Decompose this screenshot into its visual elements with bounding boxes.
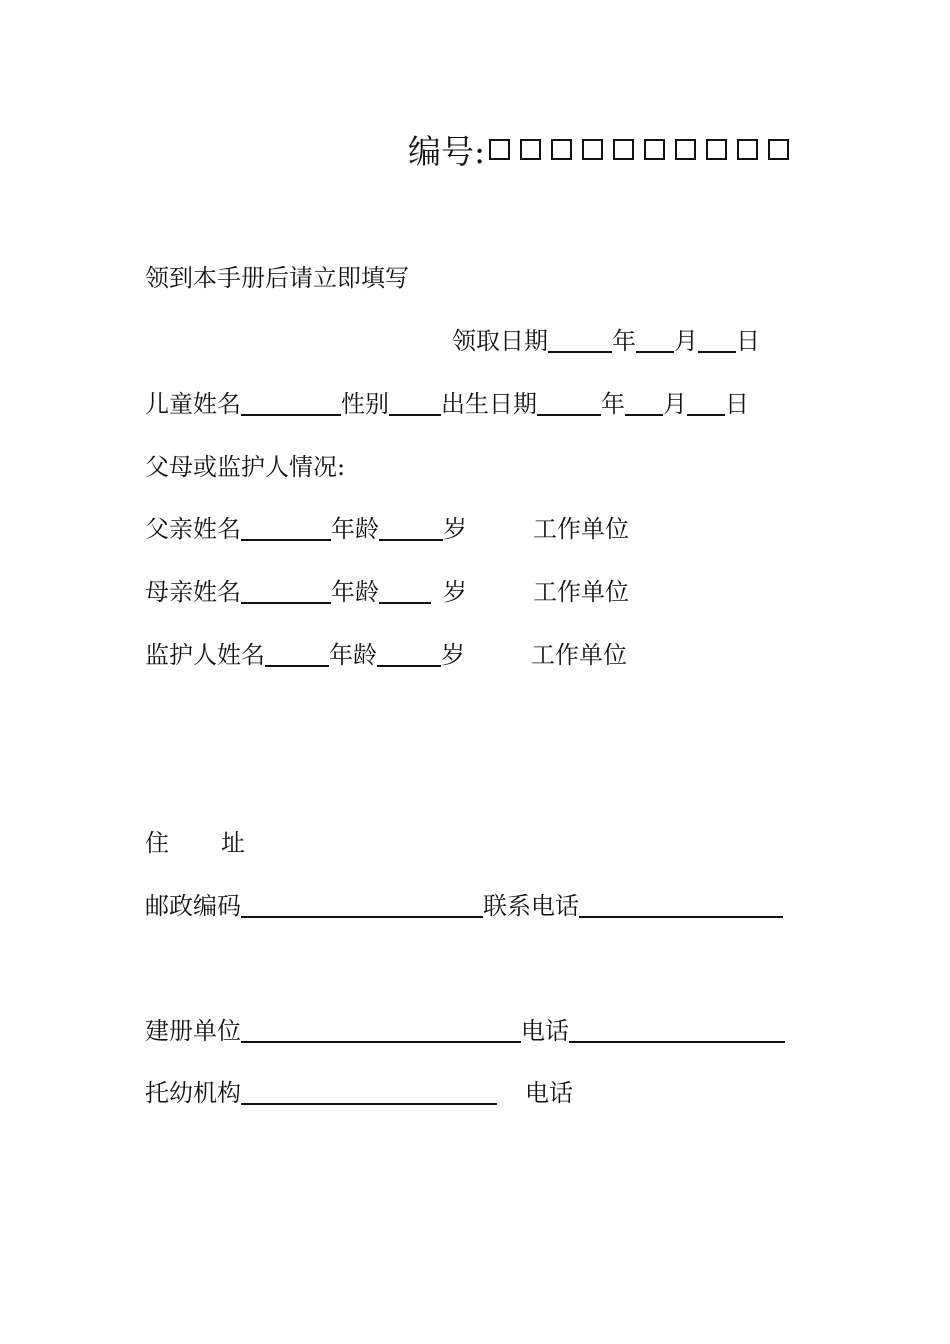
serial-number-box[interactable] [644, 139, 665, 160]
registration-unit-field[interactable] [241, 1017, 521, 1043]
mother-age-field[interactable] [379, 578, 431, 604]
mother-line [145, 574, 629, 606]
mother-name-field[interactable] [241, 578, 331, 604]
serial-number-box[interactable] [737, 139, 758, 160]
registration-phone-label: 电话 [521, 1017, 569, 1045]
receive-date-line [452, 323, 760, 355]
serial-number-box[interactable] [489, 139, 510, 160]
mother-name-label: 母亲姓名 [145, 578, 241, 606]
instruction-text: 领到本手册后请立即填写 [145, 264, 409, 292]
serial-number-box[interactable] [551, 139, 572, 160]
birth-date-label: 出生日期 [441, 390, 537, 418]
registration-line [145, 1013, 785, 1045]
birth-day-field[interactable] [687, 390, 725, 416]
address-label-part2: 址 [221, 829, 245, 857]
age-label: 年龄 [331, 515, 379, 543]
work-unit-label: 工作单位 [531, 641, 627, 669]
father-age-field[interactable] [379, 515, 443, 541]
year-label: 年 [601, 390, 625, 418]
birth-year-field[interactable] [537, 390, 601, 416]
child-info-line [145, 386, 749, 418]
father-name-field[interactable] [241, 515, 331, 541]
father-line [145, 511, 629, 543]
serial-number-box[interactable] [582, 139, 603, 160]
guardian-line [145, 637, 627, 669]
childcare-org-field[interactable] [241, 1079, 497, 1105]
serial-number-box[interactable] [706, 139, 727, 160]
work-unit-label: 工作单位 [533, 578, 629, 606]
sex-field[interactable] [389, 390, 441, 416]
receive-day-field[interactable] [698, 327, 736, 353]
childcare-phone-label: 电话 [525, 1079, 573, 1107]
father-name-label: 父亲姓名 [145, 515, 241, 543]
serial-number-box[interactable] [520, 139, 541, 160]
postal-code-field[interactable] [241, 892, 483, 918]
serial-number-box[interactable] [675, 139, 696, 160]
month-label: 月 [674, 327, 698, 355]
address-line [145, 825, 245, 857]
age-unit-label: 岁 [443, 578, 467, 606]
work-unit-label: 工作单位 [533, 515, 629, 543]
guardian-name-label: 监护人姓名 [145, 641, 265, 669]
serial-number-label: 编号: [408, 131, 486, 171]
year-label: 年 [612, 327, 636, 355]
guardian-section-line [145, 449, 345, 481]
birth-month-field[interactable] [625, 390, 663, 416]
child-name-label: 儿童姓名 [145, 390, 241, 418]
receive-year-field[interactable] [548, 327, 612, 353]
day-label: 日 [725, 390, 749, 418]
age-unit-label: 岁 [441, 641, 465, 669]
day-label: 日 [736, 327, 760, 355]
registration-phone-field[interactable] [569, 1017, 785, 1043]
guardian-age-field[interactable] [377, 641, 441, 667]
age-label: 年龄 [329, 641, 377, 669]
serial-number-box[interactable] [613, 139, 634, 160]
month-label: 月 [663, 390, 687, 418]
receive-month-field[interactable] [636, 327, 674, 353]
instruction-line [145, 260, 409, 292]
receive-date-label: 领取日期 [452, 327, 548, 355]
guardian-name-field[interactable] [265, 641, 329, 667]
postal-code-label: 邮政编码 [145, 892, 241, 920]
registration-unit-label: 建册单位 [145, 1017, 241, 1045]
childcare-line [145, 1075, 573, 1107]
childcare-org-label: 托幼机构 [145, 1079, 241, 1107]
serial-number-line [408, 126, 789, 172]
postal-phone-line [145, 888, 783, 920]
contact-phone-field[interactable] [579, 892, 783, 918]
sex-label: 性别 [341, 390, 389, 418]
child-name-field[interactable] [241, 390, 341, 416]
age-unit-label: 岁 [443, 515, 467, 543]
contact-phone-label: 联系电话 [483, 892, 579, 920]
age-label: 年龄 [331, 578, 379, 606]
address-label-part1: 住 [145, 829, 169, 857]
serial-number-box[interactable] [768, 139, 789, 160]
guardian-section-title: 父母或监护人情况: [145, 453, 346, 481]
